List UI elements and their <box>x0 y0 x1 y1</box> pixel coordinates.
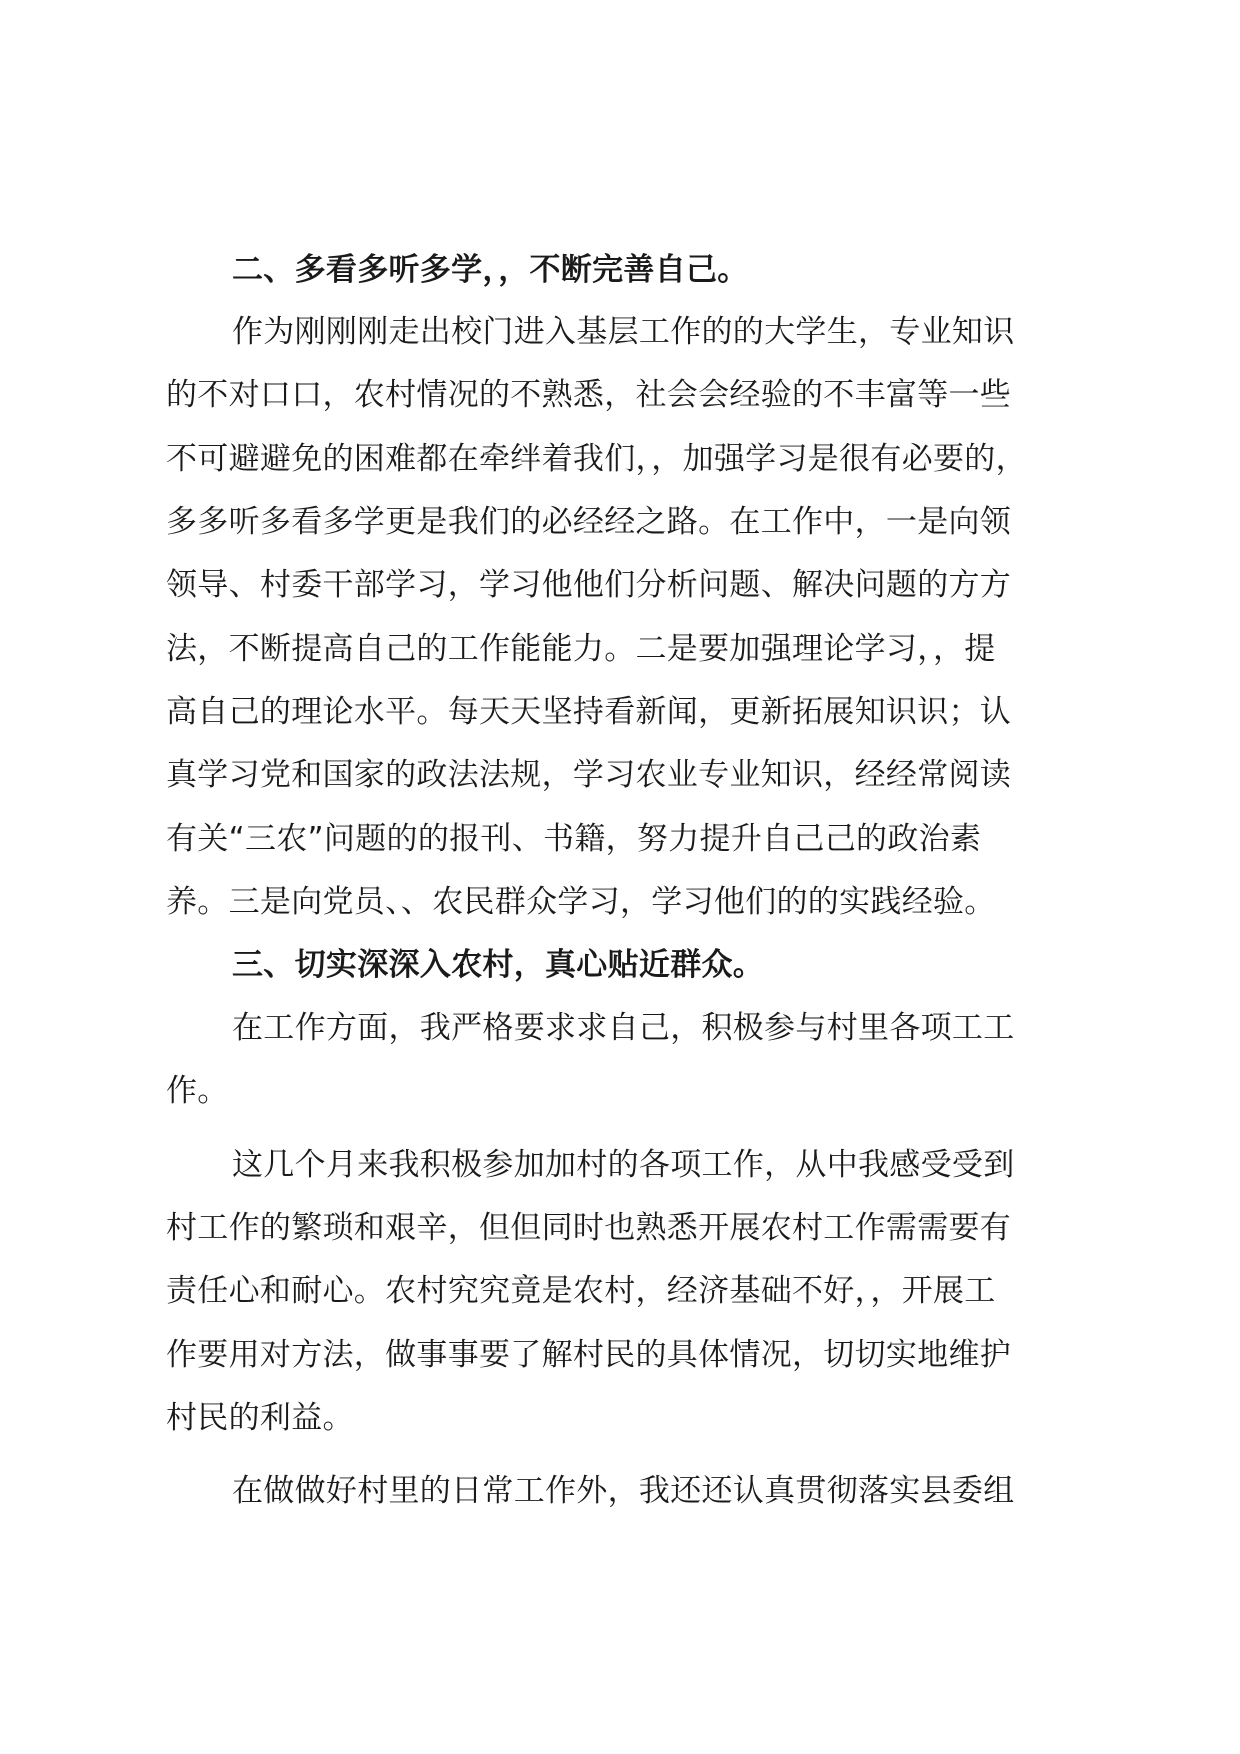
paragraph-line: 作为刚刚刚走出校门进入基层工作的的大学生，专业知识 <box>232 314 1015 350</box>
paragraph-line: 作。 <box>166 1073 229 1109</box>
paragraph-line: 真学习党和国家的政法法规，学习农业专业知识，经经常阅读 <box>166 757 1012 793</box>
paragraph-line: 不可避避免的困难都在牵绊着我们，，加强学习是很有必要的， <box>166 441 1027 477</box>
paragraph-line: 在做做好村里的日常工作外，我还还认真贯彻落实县委组 <box>232 1473 1015 1509</box>
paragraph-line: 有关“三农”问题的的报刊、书籍，努力提升自己己的政治素 <box>166 821 982 857</box>
paragraph-line: 多多听多看多学更是我们的必经经之路。在工作中，一是向领 <box>166 504 1012 540</box>
section-heading-2: 二、多看多听多学，，不断完善自己。 <box>232 252 749 288</box>
paragraph-line: 法，不断提高自己的工作能能力。二是要加强理论学习，，提 <box>166 631 996 667</box>
section-heading-3: 三、切实深深入农村，真心贴近群众。 <box>232 947 765 983</box>
paragraph-line: 这几个月来我积极参加加村的各项工作，从中我感受受到 <box>232 1147 1015 1183</box>
paragraph-line: 作要用对方法，做事事要了解村民的具体情况，切切实地维护 <box>166 1337 1012 1373</box>
paragraph-line: 的不对口口，农村情况的不熟悉，社会会经验的不丰富等一些 <box>166 377 1012 413</box>
paragraph-line: 高自己的理论水平。每天天坚持看新闻，更新拓展知识识；认 <box>166 694 1012 730</box>
paragraph-line: 村民的利益。 <box>166 1400 354 1436</box>
paragraph-line: 在工作方面，我严格要求求自己，积极参与村里各项工工 <box>232 1010 1015 1046</box>
paragraph-line: 村工作的繁琐和艰辛，但但同时也熟悉开展农村工作需需要有 <box>166 1210 1012 1246</box>
paragraph-line: 领导、村委干部学习，学习他他们分析问题、解决问题的方方 <box>166 567 1012 603</box>
paragraph-line: 养。三是向党员、、农民群众学习，学习他们的的实践经验。 <box>166 884 996 920</box>
paragraph-line: 责任心和耐心。农村究究竟是农村，经济基础不好，，开展工 <box>166 1273 996 1309</box>
